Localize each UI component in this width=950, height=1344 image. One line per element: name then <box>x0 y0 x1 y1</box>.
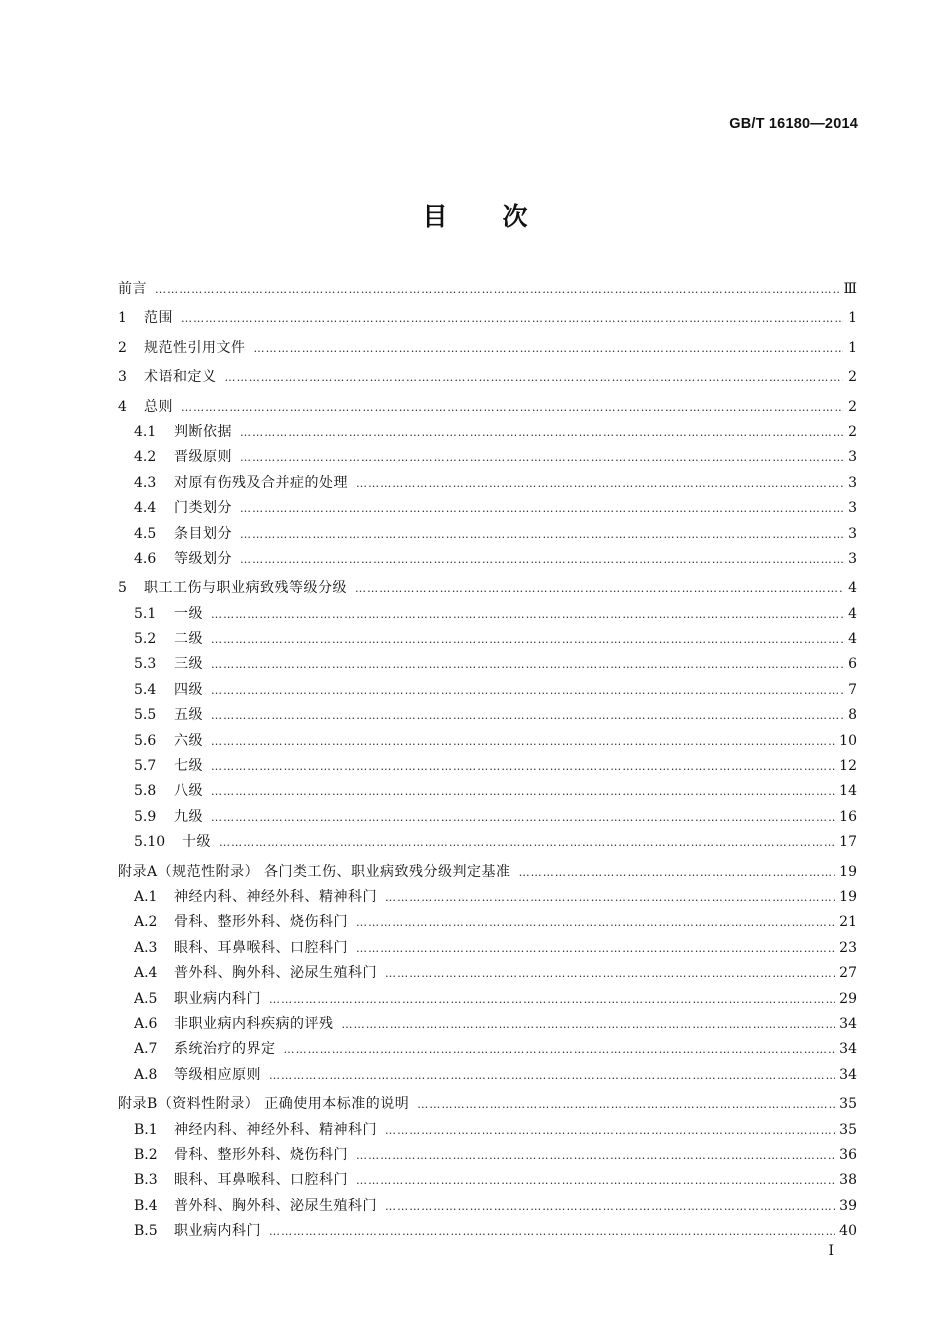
toc-leader-dots <box>385 885 835 910</box>
toc-leader-dots <box>356 471 843 496</box>
toc-entry-title: 八级 <box>174 783 203 800</box>
toc-entry-page: 35 <box>839 1096 857 1113</box>
toc-entry-page: 21 <box>839 914 857 931</box>
toc-entry-title: 六级 <box>174 732 203 749</box>
toc-entry[interactable] <box>118 336 857 361</box>
toc-entry[interactable] <box>118 306 857 331</box>
toc-entry-page: 1 <box>848 339 857 356</box>
toc-entry-number: 4.1 <box>134 423 157 440</box>
toc-entry-number: 2 <box>118 339 127 356</box>
toc-subentry[interactable] <box>118 496 857 521</box>
toc-entry-page: 6 <box>848 656 857 673</box>
table-of-contents <box>118 277 857 1244</box>
toc-entry-page: 3 <box>848 550 857 567</box>
toc-entry-title: 职工工伤与职业病致残等级分级 <box>144 580 347 597</box>
standard-number: GB/T 16180—2014 <box>729 116 858 132</box>
toc-leader-dots <box>211 652 843 677</box>
toc-leader-dots <box>181 306 843 331</box>
toc-leader-dots <box>225 365 844 390</box>
toc-leader-dots <box>211 754 835 779</box>
toc-entry[interactable] <box>118 365 857 390</box>
toc-entry-title: 五级 <box>174 707 203 724</box>
toc-entry-title: 规范性引用文件 <box>144 339 246 356</box>
toc-leader-dots <box>240 445 843 470</box>
toc-entry-page: 4 <box>848 580 857 597</box>
toc-subentry[interactable] <box>118 627 857 652</box>
toc-entry-number: 5 <box>118 580 127 597</box>
toc-subentry[interactable] <box>118 830 857 855</box>
toc-entry-title: 非职业病内科疾病的评残 <box>174 1015 334 1032</box>
toc-entry-page: 27 <box>839 965 857 982</box>
toc-subentry[interactable] <box>118 910 857 935</box>
toc-leader-dots <box>219 830 835 855</box>
toc-subentry[interactable] <box>118 471 857 496</box>
toc-entry-title: 总则 <box>144 398 173 415</box>
toc-entry-page: 3 <box>848 449 857 466</box>
toc-entry-number: 5.10 <box>134 834 166 851</box>
toc-entry-page: 1 <box>848 310 857 327</box>
toc-subentry[interactable] <box>118 1168 857 1193</box>
toc-entry-title: 判断依据 <box>174 423 232 440</box>
toc-entry-appendix-b[interactable] <box>118 1092 857 1117</box>
toc-leader-dots <box>211 779 835 804</box>
toc-entry-title: 附录A（规范性附录） 各门类工伤、职业病致残分级判定基准 <box>118 863 511 880</box>
toc-entry-title: 等级相应原则 <box>174 1066 261 1083</box>
toc-subentry[interactable] <box>118 522 857 547</box>
toc-leader-dots <box>211 627 843 652</box>
toc-leader-dots <box>240 547 843 572</box>
toc-entry-page: 39 <box>839 1197 857 1214</box>
toc-entry-number: 1 <box>118 310 127 327</box>
toc-subentry[interactable] <box>118 678 857 703</box>
toc-subentry[interactable] <box>118 987 857 1012</box>
toc-entry-title: 对原有伤残及合并症的处理 <box>174 474 348 491</box>
toc-entry-page: 10 <box>839 732 857 749</box>
toc-entry-title: 前言 <box>118 281 147 297</box>
toc-entry-title: 普外科、胸外科、泌尿生殖科门 <box>174 1197 377 1214</box>
toc-leader-dots <box>211 703 843 728</box>
toc-entry-page: 16 <box>839 808 857 825</box>
toc-entry-title: 一级 <box>174 605 203 622</box>
toc-entry-number: B.2 <box>134 1146 158 1163</box>
toc-entry-number: 4.2 <box>134 449 157 466</box>
toc-entry-title: 范围 <box>144 310 173 327</box>
toc-leader-dots <box>342 1012 836 1037</box>
toc-subentry[interactable] <box>118 779 857 804</box>
toc-entry-number: 4.3 <box>134 474 157 491</box>
toc-subentry[interactable] <box>118 420 857 445</box>
page-number: I <box>828 1243 834 1259</box>
toc-entry-page: 7 <box>848 681 857 698</box>
toc-entry-number: B.3 <box>134 1172 158 1189</box>
toc-entry-number: 5.4 <box>134 681 157 698</box>
toc-entry-number: 5.7 <box>134 758 157 775</box>
toc-entry-page: 34 <box>839 1066 857 1083</box>
toc-subentry[interactable] <box>118 703 857 728</box>
toc-entry-page: 4 <box>848 605 857 622</box>
toc-entry-title: 职业病内科门 <box>174 1223 261 1240</box>
toc-entry-page: 12 <box>839 758 857 775</box>
toc-entry[interactable] <box>118 395 857 420</box>
toc-subentry[interactable] <box>118 652 857 677</box>
toc-entry-number: 4.6 <box>134 550 157 567</box>
toc-entry-title: 二级 <box>174 631 203 648</box>
page-title <box>0 197 950 233</box>
title-char-2: 次 <box>502 202 528 231</box>
toc-subentry[interactable] <box>118 1194 857 1219</box>
toc-entry-number: A.5 <box>134 990 158 1007</box>
toc-leader-dots <box>385 1118 835 1143</box>
toc-entry-number: B.5 <box>134 1223 158 1240</box>
toc-entry-number: 5.2 <box>134 631 157 648</box>
toc-entry-page: 8 <box>848 707 857 724</box>
toc-entry-page: 4 <box>848 631 857 648</box>
toc-entry-appendix-a[interactable] <box>118 860 857 885</box>
toc-entry-number: 5.8 <box>134 783 157 800</box>
toc-entry-page: 34 <box>839 1015 857 1032</box>
toc-entry-number: A.4 <box>134 965 158 982</box>
toc-leader-dots <box>211 805 835 830</box>
toc-subentry[interactable] <box>118 1063 857 1088</box>
toc-subentry[interactable] <box>118 805 857 830</box>
toc-leader-dots <box>356 936 835 961</box>
toc-leader-dots <box>519 860 836 885</box>
toc-entry-title: 系统治疗的界定 <box>174 1041 276 1058</box>
toc-entry-page: 17 <box>839 834 857 851</box>
toc-subentry[interactable] <box>118 936 857 961</box>
toc-entry-number: 5.6 <box>134 732 157 749</box>
toc-entry-title: 普外科、胸外科、泌尿生殖科门 <box>174 965 377 982</box>
toc-subentry[interactable] <box>118 1037 857 1062</box>
toc-entry-title: 术语和定义 <box>144 369 217 386</box>
toc-entry-title: 眼科、耳鼻喉科、口腔科门 <box>174 1172 348 1189</box>
toc-entry-number: 4.4 <box>134 500 157 517</box>
toc-entry-page: 35 <box>839 1121 857 1138</box>
toc-entry-number: A.7 <box>134 1041 158 1058</box>
toc-subentry[interactable] <box>118 1143 857 1168</box>
toc-entry-page: 3 <box>848 474 857 491</box>
toc-entry-page: 14 <box>839 783 857 800</box>
toc-entry-number: A.6 <box>134 1015 158 1032</box>
toc-entry-title: 晋级原则 <box>174 449 232 466</box>
toc-leader-dots <box>181 395 843 420</box>
toc-entry-title: 七级 <box>174 758 203 775</box>
toc-leader-dots <box>356 910 835 935</box>
toc-entry-page: 23 <box>839 939 857 956</box>
toc-entry-title: 门类划分 <box>174 500 232 517</box>
toc-entry-number: B.1 <box>134 1121 158 1138</box>
toc-leader-dots <box>211 729 835 754</box>
toc-entry-title: 眼科、耳鼻喉科、口腔科门 <box>174 939 348 956</box>
toc-subentry[interactable] <box>118 754 857 779</box>
toc-entry-title: 条目划分 <box>174 525 232 542</box>
toc-leader-dots <box>284 1037 836 1062</box>
toc-leader-dots <box>356 1143 835 1168</box>
toc-entry-foreword[interactable] <box>118 277 857 302</box>
toc-leader-dots <box>240 522 843 547</box>
toc-leader-dots <box>355 576 843 601</box>
toc-entry-page: 3 <box>848 500 857 517</box>
toc-leader-dots <box>269 987 835 1012</box>
toc-entry-page: 19 <box>839 888 857 905</box>
toc-entry-page: 38 <box>839 1172 857 1189</box>
toc-leader-dots <box>269 1063 835 1088</box>
toc-leader-dots <box>417 1092 835 1117</box>
toc-entry-page: 29 <box>839 990 857 1007</box>
toc-entry-number: A.8 <box>134 1066 158 1083</box>
toc-subentry[interactable] <box>118 1118 857 1143</box>
toc-entry-title: 骨科、整形外科、烧伤科门 <box>174 1146 348 1163</box>
toc-entry-page: Ⅲ <box>843 281 857 297</box>
toc-subentry[interactable] <box>118 885 857 910</box>
toc-entry-number: A.1 <box>134 888 158 905</box>
toc-entry-number: 3 <box>118 369 127 386</box>
toc-entry-page: 36 <box>839 1146 857 1163</box>
toc-entry-title: 三级 <box>174 656 203 673</box>
toc-entry-title: 等级划分 <box>174 550 232 567</box>
toc-leader-dots <box>211 678 843 703</box>
toc-subentry[interactable] <box>118 961 857 986</box>
toc-subentry[interactable] <box>118 602 857 627</box>
toc-subentry[interactable] <box>118 1219 857 1244</box>
toc-leader-dots <box>269 1219 835 1244</box>
title-char-1: 目 <box>422 202 448 231</box>
toc-subentry[interactable] <box>118 445 857 470</box>
toc-entry-title: 神经内科、神经外科、精神科门 <box>174 888 377 905</box>
toc-entry-title: 骨科、整形外科、烧伤科门 <box>174 914 348 931</box>
toc-entry-number: A.3 <box>134 939 158 956</box>
toc-leader-dots <box>155 277 839 302</box>
toc-entry-title: 职业病内科门 <box>174 990 261 1007</box>
toc-leader-dots <box>385 961 835 986</box>
toc-subentry[interactable] <box>118 1012 857 1037</box>
toc-entry-number: 4.5 <box>134 525 157 542</box>
toc-subentry[interactable] <box>118 729 857 754</box>
toc-entry-number: 5.3 <box>134 656 157 673</box>
toc-entry-number: 5.1 <box>134 605 157 622</box>
toc-entry-page: 34 <box>839 1041 857 1058</box>
toc-entry-number: B.4 <box>134 1197 158 1214</box>
toc-entry-number: 5.5 <box>134 707 157 724</box>
toc-entry-page: 40 <box>839 1223 857 1240</box>
toc-entry-page: 3 <box>848 525 857 542</box>
toc-leader-dots <box>356 1168 835 1193</box>
toc-entry-number: A.2 <box>134 914 158 931</box>
toc-leader-dots <box>211 602 843 627</box>
toc-entry-page: 2 <box>848 423 857 440</box>
toc-entry-page: 2 <box>848 369 857 386</box>
toc-leader-dots <box>240 420 843 445</box>
toc-leader-dots <box>240 496 843 521</box>
toc-subentry[interactable] <box>118 547 857 572</box>
toc-entry-title: 四级 <box>174 681 203 698</box>
toc-entry[interactable] <box>118 576 857 601</box>
toc-entry-number: 4 <box>118 398 127 415</box>
toc-entry-page: 19 <box>839 863 857 880</box>
toc-entry-number: 5.9 <box>134 808 157 825</box>
toc-leader-dots <box>254 336 844 361</box>
toc-entry-title: 九级 <box>174 808 203 825</box>
toc-entry-page: 2 <box>848 398 857 415</box>
toc-entry-title: 十级 <box>182 834 211 851</box>
toc-leader-dots <box>385 1194 835 1219</box>
toc-entry-title: 附录B（资料性附录） 正确使用本标准的说明 <box>118 1096 410 1113</box>
toc-entry-title: 神经内科、神经外科、精神科门 <box>174 1121 377 1138</box>
